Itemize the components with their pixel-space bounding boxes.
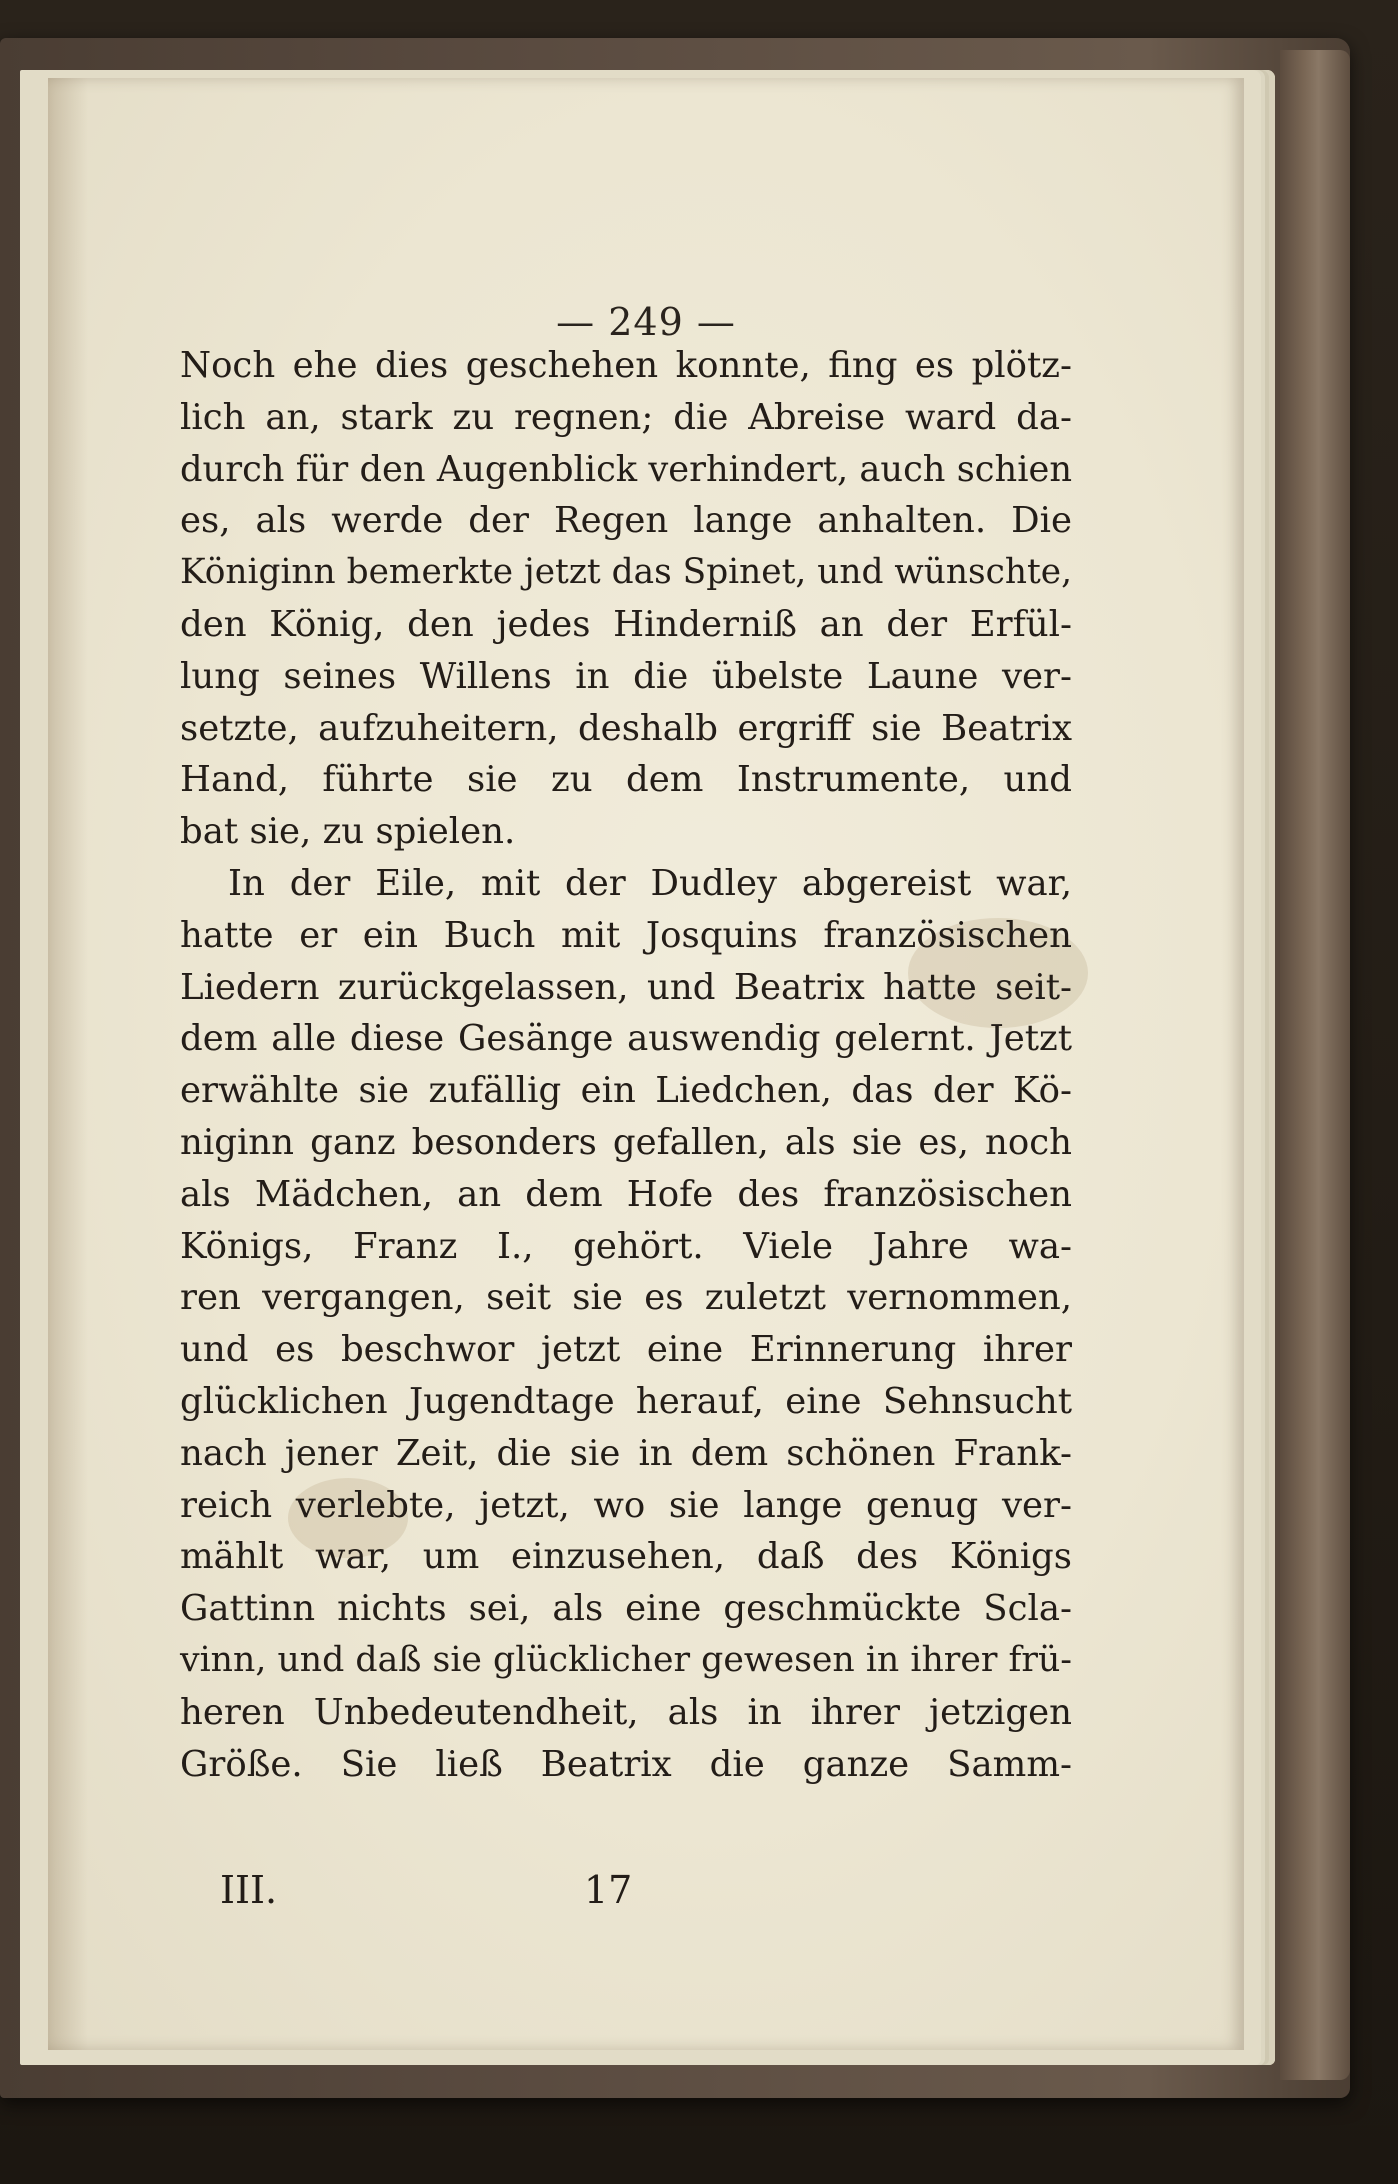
text-line: nach jener Zeit, die sie in dem schönen Frank- xyxy=(180,1432,1072,1474)
text-line: bat sie, zu spielen. xyxy=(180,811,516,853)
book-cover-edge xyxy=(1280,50,1350,2080)
page-gutter-shadow xyxy=(48,78,88,2050)
text-line: hatte er ein Buch mit Josquins französischen xyxy=(180,914,1072,956)
text-line: Königinn bemerkte jetzt das Spinet, und wünschte, xyxy=(180,552,1072,593)
book-page xyxy=(48,78,1244,2050)
text-line: als Mädchen, an dem Hofe des französischen xyxy=(180,1173,1072,1215)
text-line: Noch ehe dies geschehen konnte, fing es plötz- xyxy=(180,345,1072,386)
text-line: durch für den Augenblick verhindert, auch schien xyxy=(180,448,1072,490)
text-line: mählt war, um einzusehen, daß des Königs xyxy=(180,1536,1072,1578)
text-line: In der Eile, mit der Dudley abgereist war, xyxy=(228,862,1072,904)
text-line: ren vergangen, seit sie es zuletzt vernommen, xyxy=(180,1277,1072,1319)
text-line: reich verlebte, jetzt, wo sie lange genug ver- xyxy=(180,1484,1072,1526)
text-line: lung seines Willens in die übelste Laune ver- xyxy=(180,655,1072,697)
text-line: lich an, stark zu regnen; die Abreise ward da- xyxy=(180,396,1072,438)
text-line: niginn ganz besonders gefallen, als sie es, noch xyxy=(180,1121,1072,1163)
text-line: erwählte sie zufällig ein Liedchen, das der Kö- xyxy=(180,1070,1072,1112)
text-line: vinn, und daß sie glücklicher gewesen in ihrer frü- xyxy=(180,1639,1072,1680)
text-line: Königs, Franz I., gehört. Viele Jahre wa- xyxy=(180,1225,1072,1267)
sheet-number: 17 xyxy=(584,1868,633,1912)
text-line: den König, den jedes Hinderniß an der Erfül- xyxy=(180,603,1072,645)
text-line: es, als werde der Regen lange anhalten. Die xyxy=(180,500,1072,542)
text-line: glücklichen Jugendtage herauf, eine Sehnsucht xyxy=(180,1380,1072,1422)
signature-mark: III. xyxy=(220,1868,278,1912)
text-line: Hand, führte sie zu dem Instrumente, und xyxy=(180,759,1072,801)
text-line: Liedern zurückgelassen, und Beatrix hatte seit- xyxy=(180,966,1072,1008)
text-line: und es beschwor jetzt eine Erinnerung ihrer xyxy=(180,1329,1072,1371)
text-line: setzte, aufzuheitern, deshalb ergriff sie Beatrix xyxy=(180,707,1072,749)
text-line: dem alle diese Gesänge auswendig gelernt. Jetzt xyxy=(180,1018,1072,1060)
text-line: heren Unbedeutendheit, als in ihrer jetzigen xyxy=(180,1691,1072,1733)
page-number-header: — 249 — xyxy=(556,300,736,344)
body-text xyxy=(180,340,1072,1790)
text-line: Größe. Sie ließ Beatrix die ganze Samm- xyxy=(180,1743,1072,1785)
text-line: Gattinn nichts sei, als eine geschmückte Scla- xyxy=(180,1588,1072,1630)
